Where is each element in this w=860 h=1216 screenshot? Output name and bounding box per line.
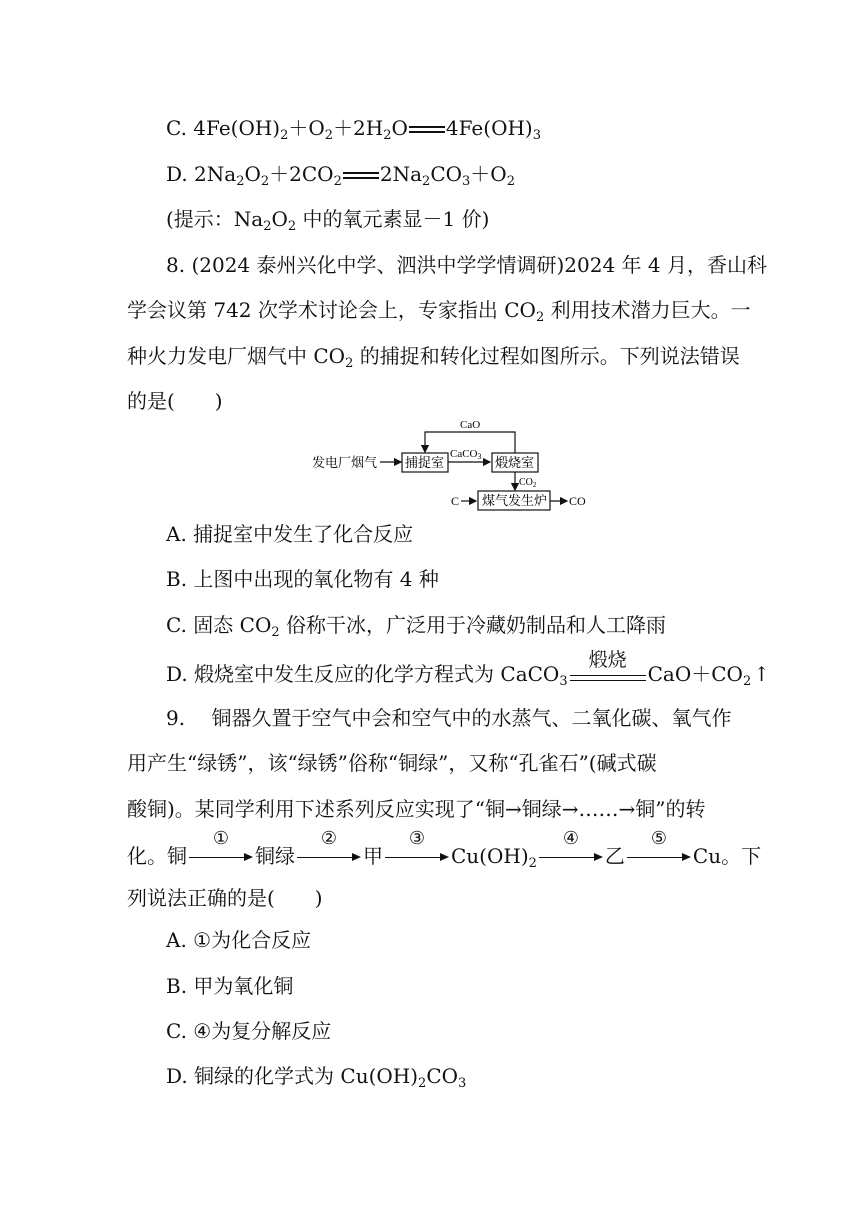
reaction-arrow-5: ⑤ (627, 846, 691, 870)
calcining-room-label: 煅烧室 (495, 455, 535, 470)
q7-option-d: D. $2Na_2O_2+2CO_2$ $2Na_2CO_3+O_2$ (166, 162, 515, 189)
equation-equals (409, 125, 445, 135)
q8-option-a: A. 捕捉室中发生了化合反应 (166, 522, 414, 546)
reaction-arrow-4: ④ (539, 846, 603, 870)
equation-equals (343, 171, 379, 181)
q8-stem-line4: 的是( ) (127, 389, 223, 413)
caco3-label: CaCO3 (450, 448, 482, 461)
q9-stem-line5: 列说法正确的是( ) (127, 886, 323, 910)
capture-room-label: 捕捉室 (405, 455, 445, 470)
reaction-arrow-1: ① (189, 846, 253, 870)
co2-label: $CO_2$ (519, 477, 537, 489)
q7-hint: (提示：$Na_2O_2$ 中的氧元素显－1 价) (166, 207, 490, 234)
co-output-label: CO (569, 494, 586, 508)
q8-stem-line2: 学会议第 742 次学术讨论会上，专家指出 $CO_2$ 利用技术潜力巨大。一 (127, 298, 751, 325)
reaction-arrow-3: ③ (385, 846, 449, 870)
carbon-input-label: C (451, 494, 460, 508)
cao-label: CaO (460, 419, 481, 431)
gas-generator-label: 煤气发生炉 (482, 493, 548, 508)
gas-up-arrow: ↑ (753, 662, 770, 686)
q9-stem-line1: 9. 铜器久置于空气中会和空气中的水蒸气、二氧化碳、氧气作 (166, 706, 732, 730)
reaction-condition-arrow: 煅烧 (570, 664, 646, 688)
q7-option-c: C. $4Fe(OH)_2+O_2+2H_2O$ $4Fe(OH)_3$ (166, 116, 541, 143)
q8-option-c: C. 固态 $CO_2$ 俗称干冰，广泛用于冷藏奶制品和人工降雨 (166, 613, 667, 640)
co2-capture-diagram (310, 416, 610, 516)
q9-option-b: B. 甲为氧化铜 (166, 974, 294, 998)
q9-stem-line2: 用产生“绿锈”，该“绿锈”俗称“铜绿”，又称“孔雀石”(碱式碳 (127, 751, 657, 775)
q8-option-b: B. 上图中出现的氧化物有 4 种 (166, 567, 439, 591)
q9-stem-line3: 酸铜)。某同学利用下述系列反应实现了“铜→铜绿→……→铜”的转 (127, 797, 706, 821)
reaction-arrow-2: ② (297, 846, 361, 870)
flue-gas-label: 发电厂烟气 (312, 455, 378, 470)
q9-option-d: D. 铜绿的化学式为 $Cu(OH)_2CO_3$ (166, 1064, 467, 1091)
q9-option-a: A. ①为化合反应 (166, 928, 312, 952)
q8-option-d: D. 煅烧室中发生反应的化学方程式为 CaCO$_3$ 煅烧 $CaO+CO_2$ ↑ (166, 648, 770, 689)
q9-reaction-chain: 化。铜 ① 铜绿 ② 甲 ③ $Cu(OH)_2$ ④ 乙 ⑤ Cu。下 (127, 827, 762, 871)
q9-option-c: C. ④为复分解反应 (166, 1019, 332, 1043)
q8-stem-line1: 8. (2024 泰州兴化中学、泗洪中学学情调研)2024 年 4 月，香山科 (166, 253, 767, 277)
q8-stem-line3: 种火力发电厂烟气中 $CO_2$ 的捕捉和转化过程如图所示。下列说法错误 (127, 344, 740, 371)
